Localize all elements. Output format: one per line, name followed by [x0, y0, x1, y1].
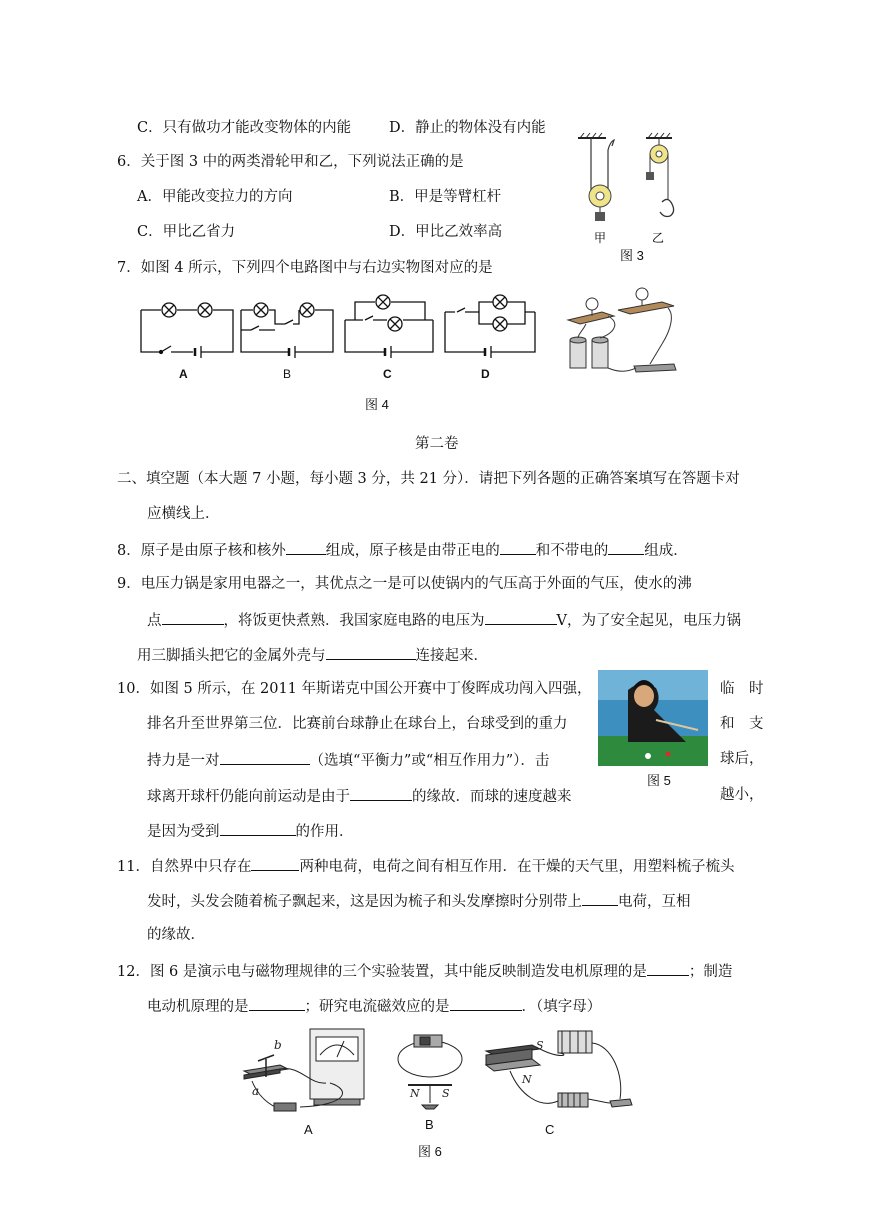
fig6-caption-a: A [304, 1122, 313, 1137]
circuit-label-d: D [481, 367, 490, 381]
q11-line3: 的缘故． [147, 927, 205, 943]
q6-option-d: D．甲比乙效率高 [389, 224, 503, 240]
fig6-label-a: a [252, 1084, 260, 1098]
fig3-label-yi: 乙 [652, 231, 665, 245]
q6-option-b: B．甲是等臂杠杆 [389, 189, 502, 205]
figure-3-caption: 图 3 [620, 248, 644, 263]
figure-5-caption: 图 5 [647, 773, 671, 788]
q6-option-a: A．甲能改变拉力的方向 [137, 189, 293, 205]
fig6-label-s-b: S [442, 1087, 450, 1100]
q9-line3: 用三脚插头把它的金属外壳与 连接起来． [137, 644, 488, 666]
q8-blank-2[interactable] [500, 539, 536, 555]
q9-blank-1[interactable] [162, 609, 224, 625]
circuit-label-c: C [383, 367, 392, 381]
q6-option-c: C．甲比乙省力 [137, 224, 236, 240]
q12-blank-1[interactable] [647, 960, 689, 976]
section-2-title: 第二卷 [415, 436, 459, 452]
q8-blank-1[interactable] [286, 539, 326, 555]
q12-line2: 电动机原理的是 ；研究电流磁效应的是 ．（填字母） [147, 995, 601, 1017]
q11-line1: 11．自然界中只存在 两种电荷，电荷之间有相互作用．在干燥的天气里，用塑料梳子梳头 [117, 855, 734, 877]
q10-line3: 持力是一对 （选填“平衡力”或“相互作用力”）．击 [147, 749, 549, 771]
q10-line5: 是因为受到 的作用． [147, 820, 354, 842]
q5-option-d: D．静止的物体没有内能 [389, 120, 546, 136]
q11-blank-1[interactable] [251, 855, 299, 871]
q9-line1: 9．电压力锅是家用电器之一，其优点之一是可以使锅内的气压高于外面的气压，使水的沸 [117, 576, 692, 592]
section-2-heading-line2: 应横线上． [147, 506, 220, 522]
fig6-label-s-c: S [536, 1039, 544, 1052]
q11-blank-2[interactable] [582, 890, 618, 906]
figure-6-experiments [240, 1025, 635, 1125]
experiment-b [398, 1035, 462, 1109]
q10-blank-3[interactable] [220, 820, 296, 836]
q10-line2-tail: 和 支 [720, 716, 764, 732]
fig6-label-b: b [274, 1038, 282, 1052]
q9-blank-3[interactable] [326, 644, 416, 660]
fig6-label-n-c: N [522, 1073, 532, 1086]
q10-line4: 球离开球杆仍能向前运动是由于 的缘故．而球的速度越来 [147, 785, 572, 807]
q9-line2: 点 ，将饭更快煮熟．我国家庭电路的电压为 V，为了安全起见，电压力锅 [147, 609, 741, 631]
q8-blank-3[interactable] [608, 539, 644, 555]
q10-line1-tail: 临 时 [720, 681, 764, 697]
q8-text: 8．原子是由原子核和核外 组成，原子核是由带正电的 和不带电的 组成． [117, 539, 688, 561]
figure-6-caption: 图 6 [418, 1144, 442, 1159]
q10-line1: 10．如图 5 所示，在 2011 年斯诺克中国公开赛中丁俊晖成功闯入四强， [117, 681, 592, 697]
fig3-label-jia: 甲 [594, 231, 607, 245]
q5-option-c: C．只有做功才能改变物体的内能 [137, 120, 352, 136]
fig6-caption-c: C [545, 1122, 555, 1137]
q12-blank-2[interactable] [249, 995, 305, 1011]
q10-line2: 排名升至世界第三位．比赛前台球静止在球台上，台球受到的重力 [147, 716, 568, 732]
q10-line3-tail: 球后， [720, 751, 764, 767]
q12-line1: 12．图 6 是演示电与磁物理规律的三个实验装置，其中能反映制造发电机原理的是 ；制造 [117, 960, 732, 982]
circuit-c [345, 295, 433, 358]
circuit-a [141, 303, 233, 358]
figure-4-real-circuit [562, 284, 682, 376]
circuit-label-b: B [283, 367, 292, 381]
q7-stem: 7．如图 4 所示，下列四个电路图中与右边实物图对应的是 [117, 260, 493, 276]
circuit-label-a: A [179, 367, 188, 381]
figure-3-pulleys [572, 130, 697, 260]
q6-stem: 6．关于图 3 中的两类滑轮甲和乙，下列说法正确的是 [117, 154, 464, 170]
q10-line4-tail: 越小， [720, 787, 764, 803]
q10-blank-1[interactable] [220, 749, 310, 765]
experiment-c [486, 1031, 632, 1107]
circuit-b [241, 303, 333, 358]
circuit-d [445, 295, 535, 358]
section-2-heading-line1: 二、填空题（本大题 7 小题，每小题 3 分，共 21 分）．请把下列各题的正确答案填写在答题卡对 [117, 471, 740, 487]
q11-line2: 发时，头发会随着梳子飘起来，这是因为梳子和头发摩擦时分别带上 电荷，互相 [147, 890, 691, 912]
figure-4-caption: 图 4 [365, 397, 389, 412]
q10-blank-2[interactable] [350, 785, 412, 801]
q9-blank-2[interactable] [485, 609, 557, 625]
fig6-caption-b: B [425, 1117, 434, 1132]
figure-4-circuits [135, 290, 555, 385]
fig6-label-n-b: N [410, 1087, 420, 1100]
q12-blank-3[interactable] [450, 995, 522, 1011]
figure-5-snooker-photo [598, 670, 708, 766]
experiment-a [244, 1029, 364, 1111]
